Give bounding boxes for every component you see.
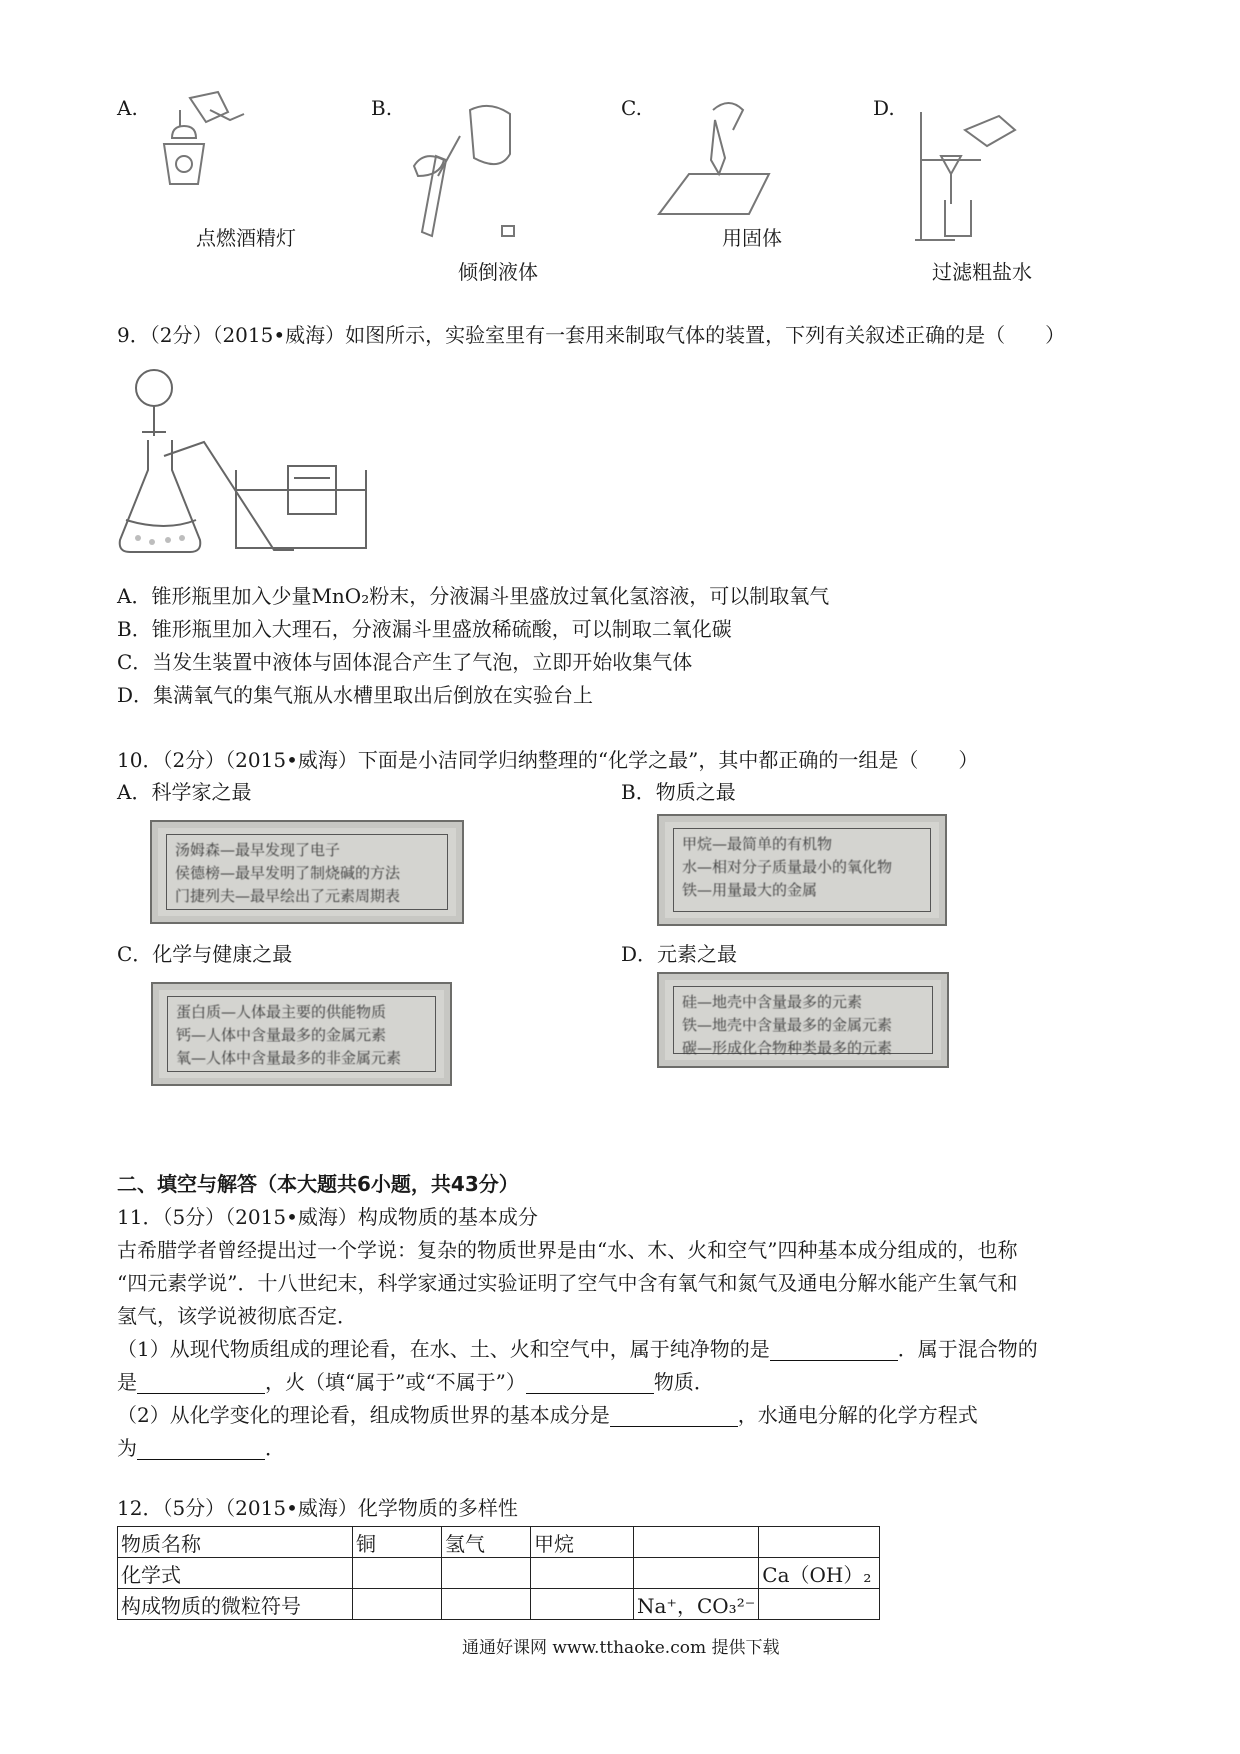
table-cell: 化学式 <box>118 1558 353 1589</box>
q10-b-line-3: 铁—用量最大的金属 <box>682 881 818 899</box>
q12-stem: 12．（5分）（2015•威海）化学物质的多样性 <box>117 1496 518 1520</box>
q10-c-line-2: 钙—人体中含量最多的金属元素 <box>176 1026 387 1044</box>
q8-option-a-caption: 点燃酒精灯 <box>196 226 296 250</box>
q10-option-d-box <box>657 972 949 1068</box>
q11-part2-line1 <box>117 1403 978 1427</box>
table-cell: 甲烷 <box>531 1527 634 1558</box>
q8-option-a-letter: A. <box>117 96 138 120</box>
q10-d-line-2: 铁—地壳中含量最多的金属元素 <box>682 1016 893 1034</box>
q8-option-d-letter: D. <box>873 96 895 120</box>
table-cell: 物质名称 <box>118 1527 353 1558</box>
q11-part1-text-b: ．属于混合物的 <box>897 1337 1038 1361</box>
q10-option-b-box <box>657 814 947 926</box>
q10-option-c-box <box>151 982 452 1086</box>
q12-table <box>117 1526 880 1620</box>
q11-part1-text-c: 是 <box>117 1370 137 1394</box>
q9-option-a: A．锥形瓶里加入少量MnO₂粉末，分液漏斗里盛放过氧化氢溶液，可以制取氧气 <box>117 584 830 608</box>
table-cell[interactable] <box>634 1527 759 1558</box>
q8-option-b-letter: B. <box>371 96 393 120</box>
q8-option-c-letter: C. <box>621 96 642 120</box>
q11-part1-line1 <box>117 1337 1038 1361</box>
q11-paragraph-line-3: 氢气，该学说被彻底否定． <box>117 1304 357 1328</box>
table-cell[interactable] <box>353 1589 442 1620</box>
q10-option-d-label: D．元素之最 <box>621 942 738 966</box>
page-footer: 通通好课网 www.tthaoke.com 提供下载 <box>462 1638 780 1658</box>
q10-a-line-1: 汤姆森—最早发现了电子 <box>175 841 341 859</box>
q11-part1-text-e: 物质． <box>653 1370 714 1394</box>
q9-stem: 9．（2分）（2015•威海）如图所示，实验室里有一套用来制取气体的装置，下列有关叙述正确的是（ ） <box>117 323 1066 347</box>
table-cell: Ca（OH）₂ <box>759 1558 880 1589</box>
table-cell: 氢气 <box>442 1527 531 1558</box>
table-cell[interactable] <box>759 1527 880 1558</box>
q11-part2-text-b: ，水通电分解的化学方程式 <box>737 1403 978 1427</box>
q11-part1-text-d: ，火（填“属于”或“不属于”） <box>265 1370 526 1394</box>
table-cell[interactable] <box>442 1589 531 1620</box>
q11-part1-text-a: （1）从现代物质组成的理论看，在水、土、火和空气中，属于纯净物的是 <box>117 1337 770 1361</box>
table-cell[interactable] <box>531 1558 634 1589</box>
table-cell[interactable] <box>353 1558 442 1589</box>
q8-option-b-caption: 倾倒液体 <box>458 260 538 284</box>
table-row <box>118 1527 880 1558</box>
q11-blank-pure-substance[interactable] <box>770 1340 898 1361</box>
table-cell[interactable] <box>442 1558 531 1589</box>
table-row <box>118 1589 880 1620</box>
pour-liquid-figure <box>400 96 530 246</box>
table-row <box>118 1558 880 1589</box>
filtration-figure <box>905 100 1025 245</box>
q11-part2-text-a: （2）从化学变化的理论看，组成物质世界的基本成分是 <box>117 1403 610 1427</box>
section-2-heading: 二、填空与解答（本大题共6小题，共43分） <box>117 1172 519 1196</box>
q10-c-line-3: 氧—人体中含量最多的非金属元素 <box>176 1049 402 1067</box>
q11-part2-line2 <box>117 1436 285 1460</box>
q10-d-line-3: 碳—形成化合物种类最多的元素 <box>682 1039 893 1057</box>
gas-generation-apparatus-figure <box>118 360 368 565</box>
table-cell[interactable] <box>759 1589 880 1620</box>
q11-stem: 11．（5分）（2015•威海）构成物质的基本成分 <box>117 1205 538 1229</box>
q9-option-d: D．集满氧气的集气瓶从水槽里取出后倒放在实验台上 <box>117 683 594 707</box>
q10-c-line-1: 蛋白质—人体最主要的供能物质 <box>176 1003 387 1021</box>
q10-option-b-label: B．物质之最 <box>621 780 736 804</box>
q8-option-d-caption: 过滤粗盐水 <box>932 260 1032 284</box>
table-cell: 构成物质的微粒符号 <box>118 1589 353 1620</box>
q11-paragraph-line-2: “四元素学说”．十八世纪末，科学家通过实验证明了空气中含有氧气和氮气及通电分解水能产生氧气和 <box>117 1271 1018 1295</box>
q8-option-c-caption: 用固体 <box>722 226 782 250</box>
q10-a-line-2: 侯德榜—最早发明了制烧碱的方法 <box>175 864 401 882</box>
q11-blank-equation[interactable] <box>137 1439 265 1460</box>
q10-b-line-1: 甲烷—最简单的有机物 <box>682 835 833 853</box>
q11-paragraph-line-1: 古希腊学者曾经提出过一个学说：复杂的物质世界是由“水、木、火和空气”四种基本成分组成的，也称 <box>117 1238 1018 1262</box>
q10-d-line-1: 硅—地壳中含量最多的元素 <box>682 993 863 1011</box>
take-solid-figure <box>655 90 775 220</box>
table-cell: Na⁺，CO₃²⁻ <box>634 1589 759 1620</box>
table-cell[interactable] <box>634 1558 759 1589</box>
q10-stem: 10．（2分）（2015•威海）下面是小洁同学归纳整理的“化学之最”，其中都正确的一组是（ ） <box>117 748 979 772</box>
alcohol-lamp-figure <box>150 86 260 196</box>
q10-option-a-box <box>150 820 464 924</box>
q11-part2-text-c: 为 <box>117 1436 137 1460</box>
q9-option-b: B．锥形瓶里加入大理石，分液漏斗里盛放稀硫酸，可以制取二氧化碳 <box>117 617 732 641</box>
q11-blank-fire-substance[interactable] <box>526 1373 654 1394</box>
q10-option-c-label: C．化学与健康之最 <box>117 942 293 966</box>
q11-part2-text-d: ． <box>265 1436 285 1460</box>
q10-option-a-label: A．科学家之最 <box>117 780 252 804</box>
q11-blank-mixture[interactable] <box>137 1373 265 1394</box>
table-cell: 铜 <box>353 1527 442 1558</box>
q9-option-c: C．当发生装置中液体与固体混合产生了气泡，立即开始收集气体 <box>117 650 693 674</box>
q11-blank-basic-components[interactable] <box>610 1406 738 1427</box>
table-cell[interactable] <box>531 1589 634 1620</box>
q10-a-line-3: 门捷列夫—最早绘出了元素周期表 <box>175 887 401 905</box>
q11-part1-line2 <box>117 1370 714 1394</box>
q10-b-line-2: 水—相对分子质量最小的氧化物 <box>682 858 893 876</box>
